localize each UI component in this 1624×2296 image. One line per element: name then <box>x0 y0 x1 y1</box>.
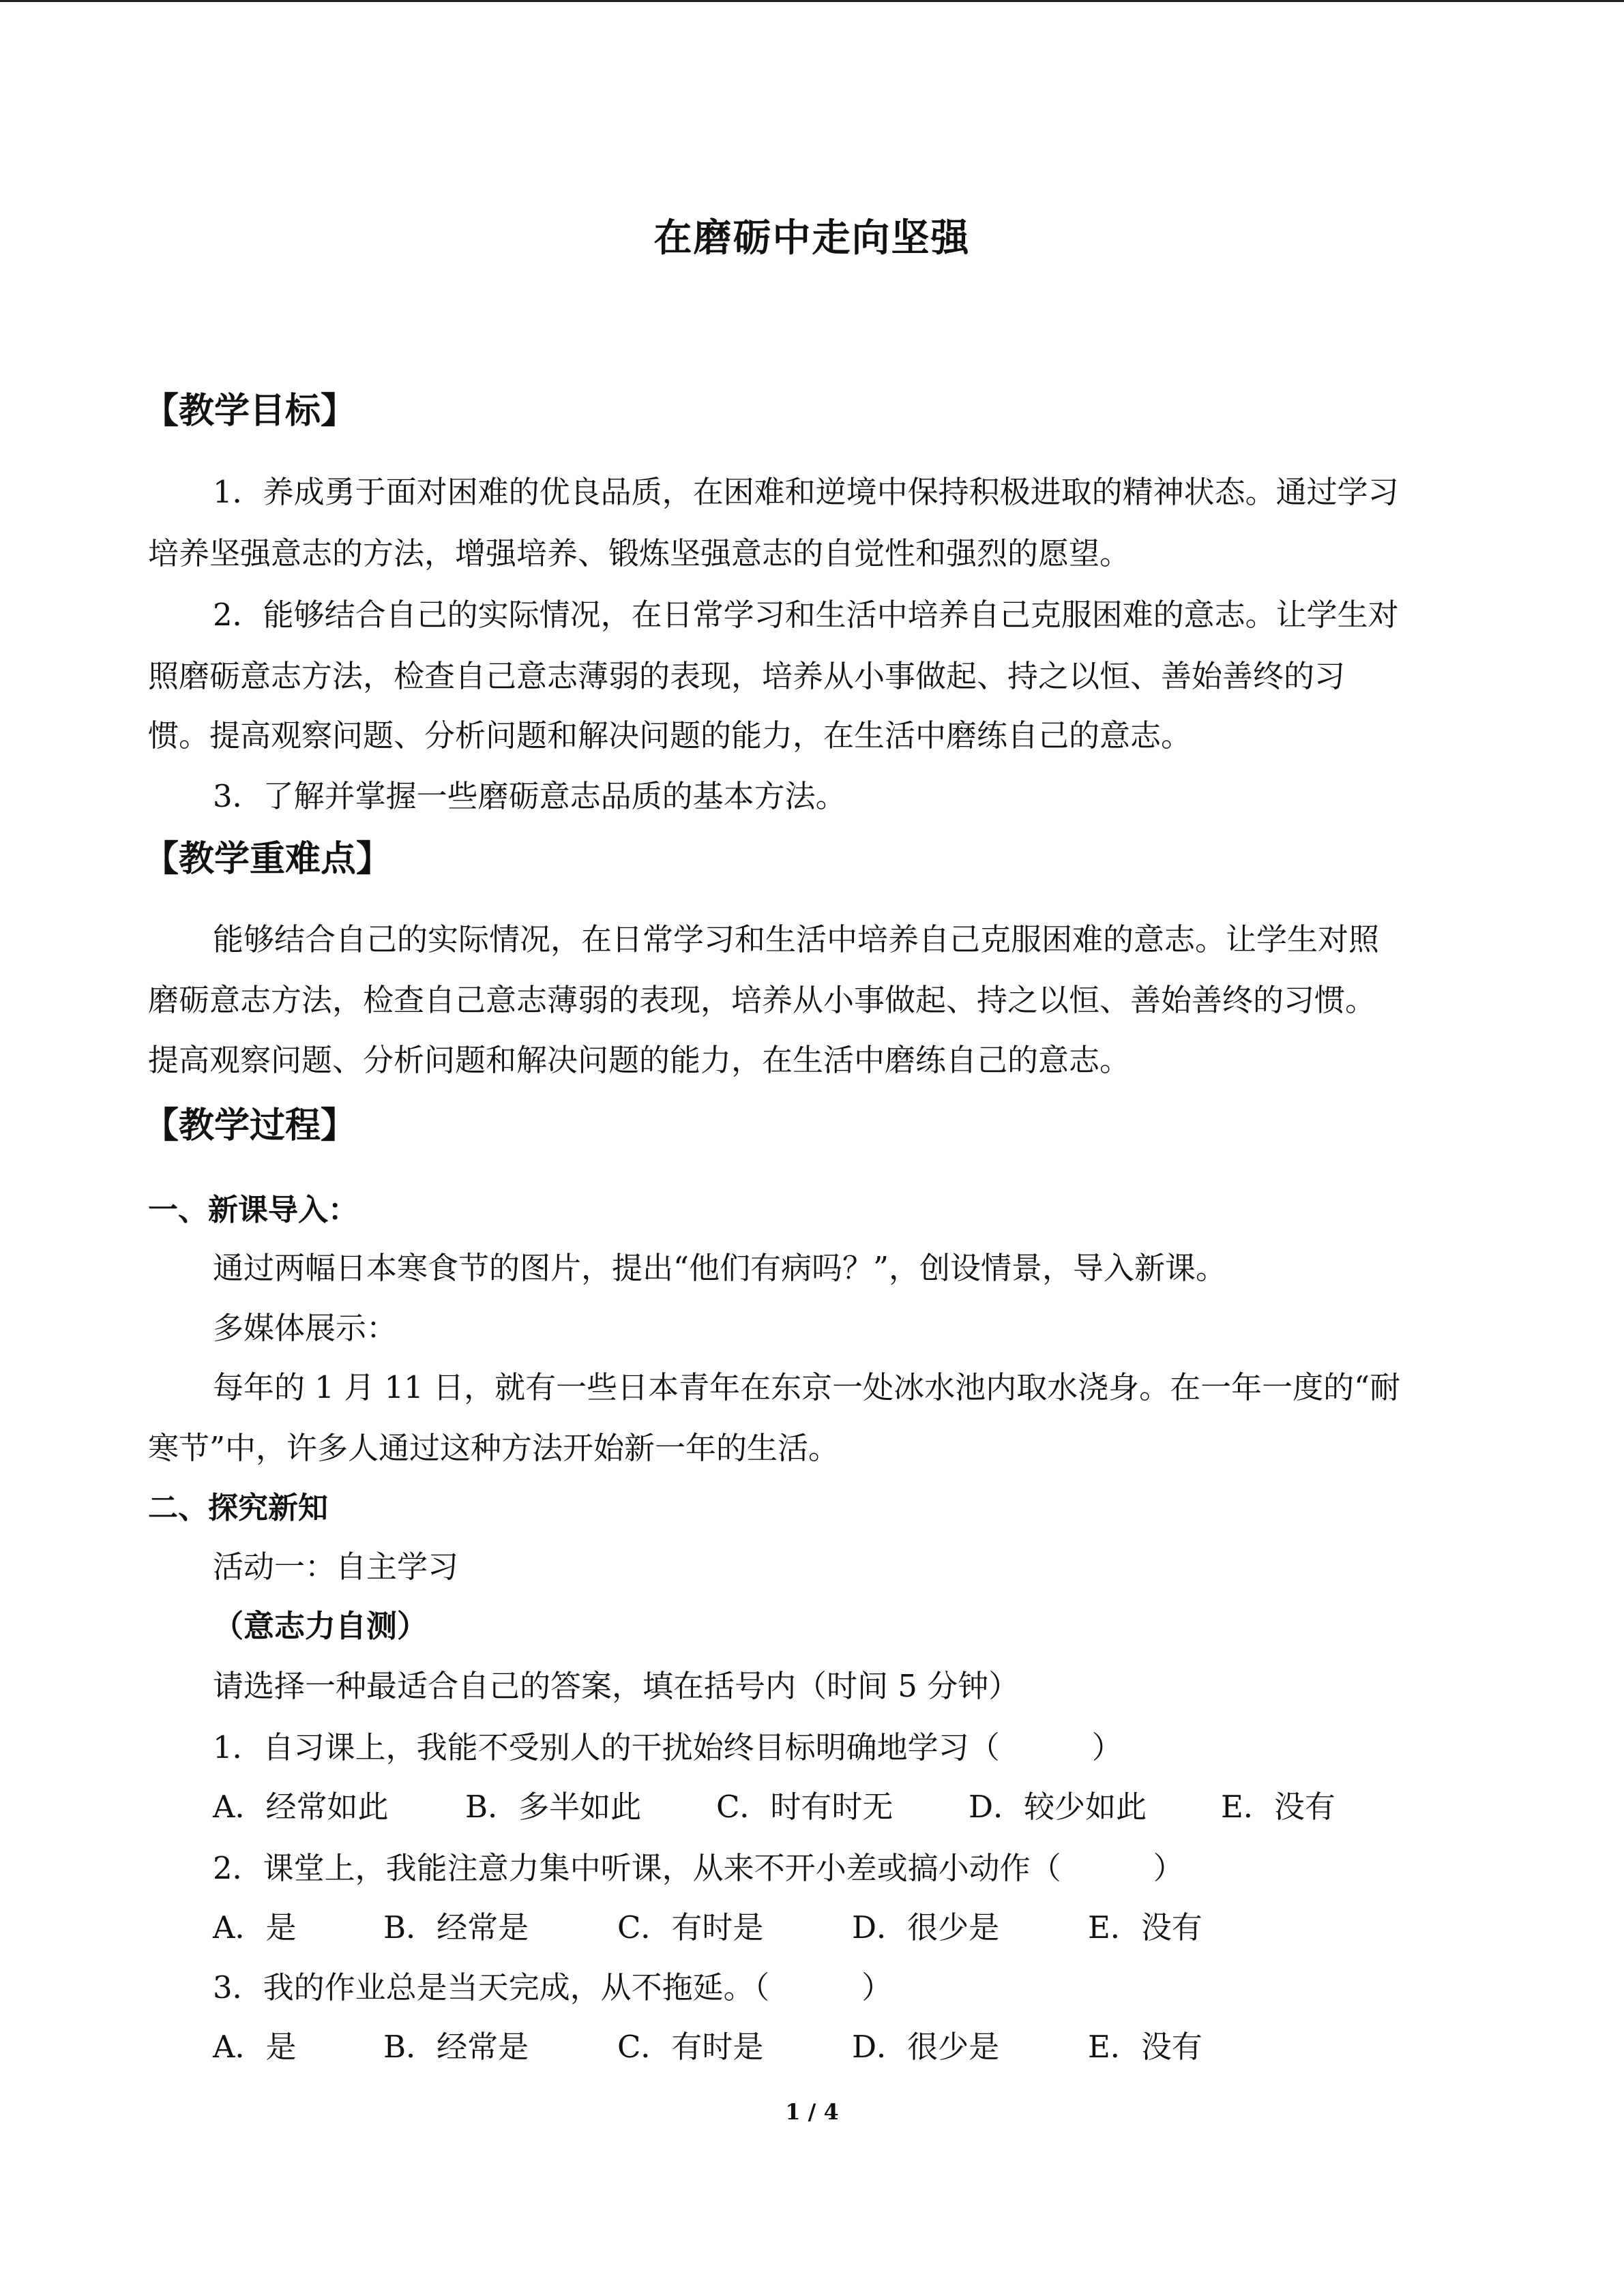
goal-line: 培养坚强意志的方法，增强培养、锻炼坚强意志的自觉性和强烈的愿望。 <box>148 535 1131 571</box>
goal-line: 1．养成勇于面对困难的优良品质，在困难和逆境中保持积极进取的精神状态。通过学习 <box>213 474 1399 510</box>
question-1: 1．自习课上，我能不受别人的干扰始终目标明确地学习（ ） <box>213 1729 1123 1765</box>
question-3: 3．我的作业总是当天完成，从不拖延。（ ） <box>213 1969 893 2006</box>
option-c: C．有时是 <box>617 2029 764 2065</box>
question-2-options <box>213 1907 1372 1948</box>
heading-key-points: 【教学重难点】 <box>143 839 392 880</box>
keypoint-line: 提高观察问题、分析问题和解决问题的能力，在生活中磨练自己的意志。 <box>148 1042 1131 1078</box>
page-number: 1 / 4 <box>785 2099 839 2125</box>
section-heading-explore: 二、探究新知 <box>148 1491 328 1525</box>
intro-line: 寒节”中，许多人通过这种方法开始新一年的生活。 <box>148 1430 840 1466</box>
option-a: A．是 <box>213 2029 297 2065</box>
option-d: D．很少是 <box>852 1909 1000 1945</box>
intro-line: 多媒体展示： <box>213 1310 398 1346</box>
heading-teaching-goals: 【教学目标】 <box>143 391 357 432</box>
question-1-options <box>213 1787 1372 1828</box>
option-d: D．较少如此 <box>969 1789 1147 1825</box>
option-c: C．有时是 <box>617 1909 764 1945</box>
self-test-instruction: 请选择一种最适合自己的答案，填在括号内（时间 5 分钟） <box>213 1668 1020 1704</box>
option-e: E．没有 <box>1221 1789 1335 1825</box>
question-2: 2．课堂上，我能注意力集中听课，从来不开小差或搞小动作（ ） <box>213 1850 1184 1886</box>
goal-line: 2．能够结合自己的实际情况，在日常学习和生活中培养自己克服困难的意志。让学生对 <box>213 597 1399 633</box>
option-a: A．是 <box>213 1909 297 1945</box>
goal-line: 照磨砺意志方法，检查自己意志薄弱的表现，培养从小事做起、持之以恒、善始善终的习 <box>148 658 1346 694</box>
goal-line: 惯。提高观察问题、分析问题和解决问题的能力，在生活中磨练自己的意志。 <box>148 717 1192 754</box>
section-heading-intro: 一、新课导入： <box>148 1193 358 1227</box>
option-c: C．时有时无 <box>716 1789 894 1825</box>
intro-line: 通过两幅日本寒食节的图片，提出“他们有病吗？”，创设情景，导入新课。 <box>213 1250 1227 1286</box>
option-a: A．经常如此 <box>213 1789 389 1825</box>
option-b: B．经常是 <box>383 1909 529 1945</box>
document-title: 在磨砺中走向坚强 <box>653 216 971 260</box>
goal-line: 3．了解并掌握一些磨砺意志品质的基本方法。 <box>213 778 846 814</box>
activity-label: 活动一：自主学习 <box>213 1549 459 1585</box>
option-b: B．经常是 <box>383 2029 529 2065</box>
keypoint-line: 能够结合自己的实际情况，在日常学习和生活中培养自己克服困难的意志。让学生对照 <box>213 921 1380 957</box>
option-e: E．没有 <box>1088 2029 1202 2065</box>
option-d: D．很少是 <box>852 2029 1000 2065</box>
option-e: E．没有 <box>1088 1909 1202 1945</box>
page-top-border <box>0 0 1624 2</box>
heading-teaching-process: 【教学过程】 <box>143 1105 357 1146</box>
intro-line: 每年的 1 月 11 日，就有一些日本青年在东京一处冰水池内取水浇身。在一年一度的“耐 <box>213 1369 1401 1405</box>
self-test-subheading: （意志力自测） <box>213 1608 428 1644</box>
option-b: B．多半如此 <box>465 1789 642 1825</box>
keypoint-line: 磨砺意志方法，检查自己意志薄弱的表现，培养从小事做起、持之以恒、善始善终的习惯。 <box>148 982 1376 1018</box>
question-3-options <box>213 2027 1372 2068</box>
